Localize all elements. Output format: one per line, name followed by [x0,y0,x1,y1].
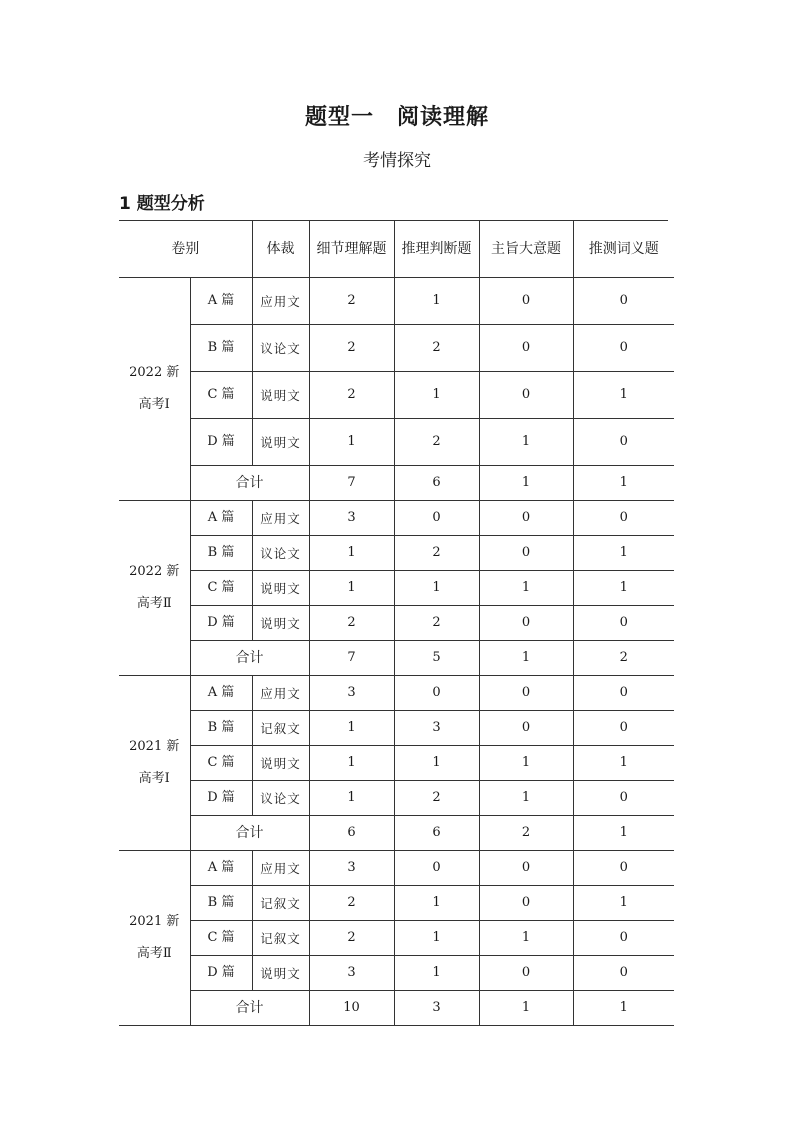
exam-label [119,278,190,501]
genre-cell: 记叙文 [252,711,309,746]
vocab-count: 0 [573,711,674,746]
genre-cell: 应用文 [252,676,309,711]
passage-label: D 篇 [190,606,252,641]
total-detail: 7 [309,466,394,501]
passage-label: B 篇 [190,325,252,372]
detail-count: 3 [309,501,394,536]
passage-label: A 篇 [190,851,252,886]
detail-count: 1 [309,571,394,606]
detail-count: 2 [309,886,394,921]
inference-count: 0 [394,851,479,886]
table-row [119,325,674,372]
table-total-row [119,641,674,676]
total-label: 合计 [190,641,309,676]
main-idea-count: 1 [479,781,573,816]
exam-year: 2022 新 [129,365,180,380]
genre-cell: 说明文 [252,746,309,781]
vocab-count: 0 [573,501,674,536]
genre-cell: 说明文 [252,956,309,991]
vocab-count: 1 [573,536,674,571]
total-vocab: 1 [573,466,674,501]
genre-cell: 议论文 [252,325,309,372]
passage-label: C 篇 [190,746,252,781]
vocab-count: 0 [573,419,674,466]
exam-year: 2022 新 [129,564,180,579]
table-row [119,606,674,641]
inference-count: 1 [394,571,479,606]
detail-count: 3 [309,851,394,886]
total-main-idea: 2 [479,816,573,851]
detail-count: 2 [309,278,394,325]
passage-label: C 篇 [190,921,252,956]
header-genre: 体裁 [252,221,309,278]
vocab-count: 0 [573,278,674,325]
genre-cell: 说明文 [252,419,309,466]
main-idea-count: 0 [479,676,573,711]
passage-label: A 篇 [190,278,252,325]
detail-count: 1 [309,711,394,746]
genre-cell: 议论文 [252,536,309,571]
genre-cell: 说明文 [252,606,309,641]
table-row [119,501,674,536]
passage-label: D 篇 [190,956,252,991]
main-idea-count: 1 [479,419,573,466]
vocab-count: 1 [573,886,674,921]
passage-label: C 篇 [190,571,252,606]
detail-count: 2 [309,325,394,372]
table-total-row [119,466,674,501]
inference-count: 1 [394,956,479,991]
vocab-count: 1 [573,746,674,781]
detail-count: 2 [309,921,394,956]
exam-type: 高考Ⅰ [138,397,170,412]
table-row [119,536,674,571]
exam-type: 高考Ⅱ [136,946,172,961]
genre-cell: 说明文 [252,372,309,419]
total-main-idea: 1 [479,991,573,1026]
subtitle: 考情探究 [363,151,431,171]
vocab-count: 1 [573,372,674,419]
inference-count: 1 [394,372,479,419]
passage-label: C 篇 [190,372,252,419]
inference-count: 2 [394,781,479,816]
total-detail: 7 [309,641,394,676]
table-row [119,921,674,956]
table-row [119,419,674,466]
vocab-count: 0 [573,921,674,956]
total-inference: 3 [394,991,479,1026]
total-detail: 6 [309,816,394,851]
main-idea-count: 0 [479,372,573,419]
vocab-count: 1 [573,571,674,606]
passage-label: B 篇 [190,886,252,921]
total-vocab: 2 [573,641,674,676]
passage-label: D 篇 [190,781,252,816]
genre-cell: 应用文 [252,501,309,536]
main-idea-count: 1 [479,746,573,781]
genre-cell: 议论文 [252,781,309,816]
inference-count: 2 [394,325,479,372]
detail-count: 1 [309,419,394,466]
total-inference: 6 [394,466,479,501]
header-main-idea: 主旨大意题 [479,221,573,278]
passage-label: A 篇 [190,676,252,711]
table-row [119,781,674,816]
total-label: 合计 [190,991,309,1026]
table-total-row [119,991,674,1026]
total-vocab: 1 [573,816,674,851]
header-volume: 卷别 [119,221,252,278]
detail-count: 2 [309,606,394,641]
table-row [119,676,674,711]
passage-label: D 篇 [190,419,252,466]
table-row [119,278,674,325]
main-idea-count: 1 [479,921,573,956]
table-row [119,711,674,746]
detail-count: 3 [309,956,394,991]
table-header-row [119,221,674,278]
header-detail: 细节理解题 [309,221,394,278]
exam-label [119,676,190,851]
inference-count: 2 [394,536,479,571]
total-inference: 6 [394,816,479,851]
total-vocab: 1 [573,991,674,1026]
detail-count: 1 [309,746,394,781]
vocab-count: 0 [573,781,674,816]
page-title: 题型一 阅读理解 [304,105,489,130]
vocab-count: 0 [573,606,674,641]
exam-year: 2021 新 [129,914,180,929]
inference-count: 2 [394,606,479,641]
main-idea-count: 0 [479,711,573,746]
inference-count: 0 [394,501,479,536]
vocab-count: 0 [573,325,674,372]
total-label: 合计 [190,816,309,851]
vocab-count: 0 [573,851,674,886]
genre-cell: 记叙文 [252,886,309,921]
detail-count: 1 [309,536,394,571]
table-row [119,372,674,419]
inference-count: 1 [394,921,479,956]
vocab-count: 0 [573,956,674,991]
passage-label: A 篇 [190,501,252,536]
exam-type: 高考Ⅰ [138,771,170,786]
exam-label [119,851,190,1026]
main-idea-count: 0 [479,278,573,325]
main-idea-count: 0 [479,501,573,536]
detail-count: 2 [309,372,394,419]
total-main-idea: 1 [479,466,573,501]
inference-count: 1 [394,886,479,921]
table-row [119,956,674,991]
section-heading: 1 题型分析 [119,194,205,214]
total-detail: 10 [309,991,394,1026]
genre-cell: 应用文 [252,851,309,886]
main-idea-count: 0 [479,886,573,921]
table-row [119,746,674,781]
main-idea-count: 0 [479,536,573,571]
genre-cell: 应用文 [252,278,309,325]
table-total-row [119,816,674,851]
vocab-count: 0 [573,676,674,711]
inference-count: 3 [394,711,479,746]
table-row [119,571,674,606]
total-label: 合计 [190,466,309,501]
inference-count: 2 [394,419,479,466]
exam-type: 高考Ⅱ [136,596,172,611]
genre-cell: 说明文 [252,571,309,606]
main-idea-count: 0 [479,325,573,372]
header-inference: 推理判断题 [394,221,479,278]
main-idea-count: 0 [479,606,573,641]
main-idea-count: 0 [479,851,573,886]
table-row [119,851,674,886]
genre-cell: 记叙文 [252,921,309,956]
total-main-idea: 1 [479,641,573,676]
main-idea-count: 1 [479,571,573,606]
passage-label: B 篇 [190,711,252,746]
exam-year: 2021 新 [129,739,180,754]
exam-label [119,501,190,676]
header-vocab: 推测词义题 [573,221,674,278]
question-type-table [119,221,674,1026]
detail-count: 3 [309,676,394,711]
main-idea-count: 0 [479,956,573,991]
table-row [119,886,674,921]
detail-count: 1 [309,781,394,816]
total-inference: 5 [394,641,479,676]
inference-count: 0 [394,676,479,711]
passage-label: B 篇 [190,536,252,571]
inference-count: 1 [394,278,479,325]
inference-count: 1 [394,746,479,781]
